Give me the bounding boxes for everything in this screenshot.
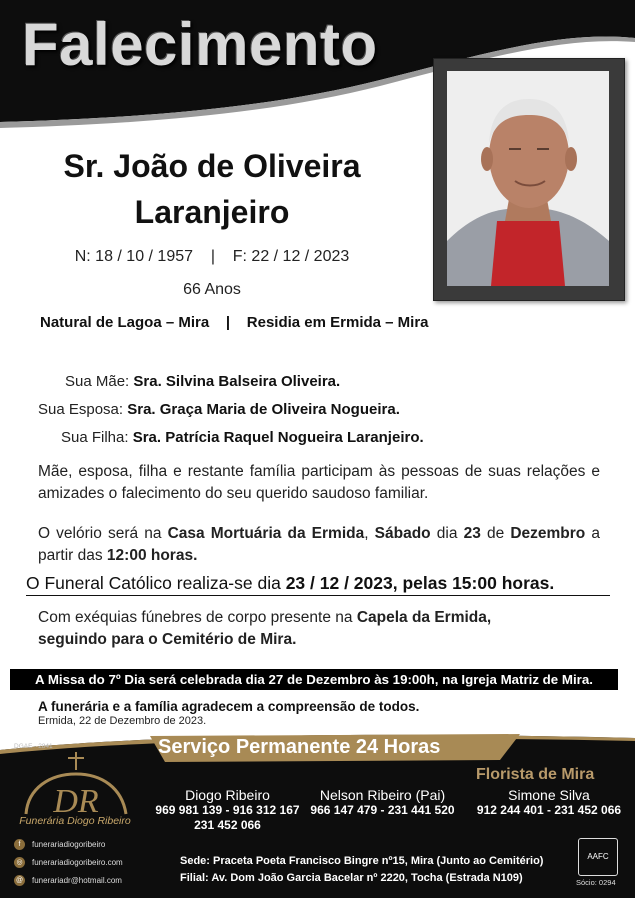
wake-month: Dezembro <box>510 525 586 542</box>
wake-date: 23 <box>463 525 481 542</box>
funeral-datetime: 23 / 12 / 2023, pelas 15:00 horas. <box>285 573 555 593</box>
person-name: Nelson Ribeiro (Pai) <box>319 787 446 803</box>
relative-wife <box>38 401 400 418</box>
dgae-code: DGAE - 2841 <box>14 743 53 750</box>
natural-of: Natural de Lagoa – Mira <box>40 314 210 331</box>
person-phone[interactable]: 912 244 401 - 231 452 066 <box>476 803 622 817</box>
funeral-line <box>26 573 610 596</box>
contact-facebook[interactable]: funerariadiogoribeiro <box>32 840 106 849</box>
page-title: Falecimento <box>22 11 378 78</box>
logo-letters: DR <box>53 783 99 820</box>
person-phone[interactable]: 969 981 139 - 916 312 167 <box>155 803 300 817</box>
cemetery-text: seguindo para o Cemitério de Mira. <box>38 631 297 648</box>
dates-separator: | <box>210 248 215 265</box>
exequies-text <box>38 607 600 651</box>
branch-address: Filial: Av. Dom João Garcia Bacelar nº 2220, Tocha (Estrada N109) <box>180 872 523 884</box>
aafc-badge: AAFC <box>578 838 618 876</box>
person-name: Diogo Ribeiro <box>185 787 270 803</box>
deceased-name <box>0 143 424 235</box>
missa-banner: A Missa do 7º Dia será celebrada dia 27 de Dezembro às 19:00h, na Igreja Matriz de Mira. <box>10 669 618 690</box>
contact-website[interactable]: funerariadiogoribeiro.com <box>32 858 123 867</box>
logo-name: Funerária Diogo Ribeiro <box>19 815 131 827</box>
birth-date: N: 18 / 10 / 1957 <box>74 248 194 265</box>
chapel-name: Capela da Ermida, <box>356 609 492 626</box>
portrait-photo <box>447 71 609 286</box>
contact-person-simone <box>470 787 628 818</box>
funeral-text: O Funeral Católico realiza-se dia <box>26 573 286 593</box>
wake-day: Sábado <box>374 525 431 542</box>
florist-name: Florista de Mira <box>476 766 595 783</box>
wake-part: , <box>364 525 375 542</box>
contact-person-diogo <box>140 787 315 833</box>
service-banner: Serviço Permanente 24 Horas <box>158 736 441 758</box>
name-line-2: Laranjeiro <box>134 194 290 230</box>
wake-time: 12:00 horas. <box>106 547 198 564</box>
funeral-home-logo <box>14 748 134 844</box>
relative-label: Sua Mãe: <box>65 373 130 390</box>
relative-mother <box>65 373 340 390</box>
portrait-frame <box>433 58 625 301</box>
wake-part: a partir das <box>38 525 600 564</box>
person-phone-2[interactable]: 231 452 066 <box>194 818 261 832</box>
relative-daughter <box>61 429 424 446</box>
contact-person-nelson <box>305 787 460 818</box>
death-date: F: 22 / 12 / 2023 <box>232 248 350 265</box>
origin-line <box>40 314 429 331</box>
wake-part: O velório será na <box>38 525 168 542</box>
life-dates <box>0 248 424 266</box>
email-icon: @ <box>15 877 24 884</box>
addresses <box>180 853 543 887</box>
relative-name: Sra. Patrícia Raquel Nogueira Laranjeiro. <box>132 429 424 446</box>
announcement-text: Mãe, esposa, filha e restante família participam às pessoas de suas relações e amizades o falecimento do seu querido saudoso familiar. <box>38 463 600 502</box>
name-prefix: Sr. <box>63 148 105 184</box>
residence: Residia em Ermida – Mira <box>246 314 429 331</box>
name-line-1: João de Oliveira <box>113 148 361 184</box>
contact-email[interactable]: funerariadr@hotmail.com <box>32 876 122 885</box>
instagram-icon: ◎ <box>14 857 25 868</box>
wake-text <box>38 523 600 567</box>
wake-part: dia <box>430 525 464 542</box>
place-date: Ermida, 22 de Dezembro de 2023. <box>38 715 207 727</box>
relative-name: Sra. Graça Maria de Oliveira Nogueira. <box>127 401 400 418</box>
origin-separator: | <box>225 314 231 331</box>
exequies-part: Com exéquias fúnebres de corpo presente na <box>38 609 357 626</box>
person-phone[interactable]: 966 147 479 - 231 441 520 <box>310 803 455 817</box>
headquarters-address: Sede: Praceta Poeta Francisco Bingre nº15, Mira (Junto ao Cemitério) <box>180 855 544 867</box>
relative-name: Sra. Silvina Balseira Oliveira. <box>133 373 341 390</box>
thanks-text: A funerária e a família agradecem a compreensão de todos. <box>38 699 420 714</box>
member-number: Sócio: 0294 <box>576 878 616 887</box>
person-name: Simone Silva <box>508 787 590 803</box>
age: 66 Anos <box>183 281 241 298</box>
facebook-icon: f <box>14 839 25 850</box>
wake-part: de <box>480 525 511 542</box>
relative-label: Sua Esposa: <box>38 401 124 418</box>
wake-place: Casa Mortuária da Ermida <box>167 525 365 542</box>
relative-label: Sua Filha: <box>61 429 129 446</box>
